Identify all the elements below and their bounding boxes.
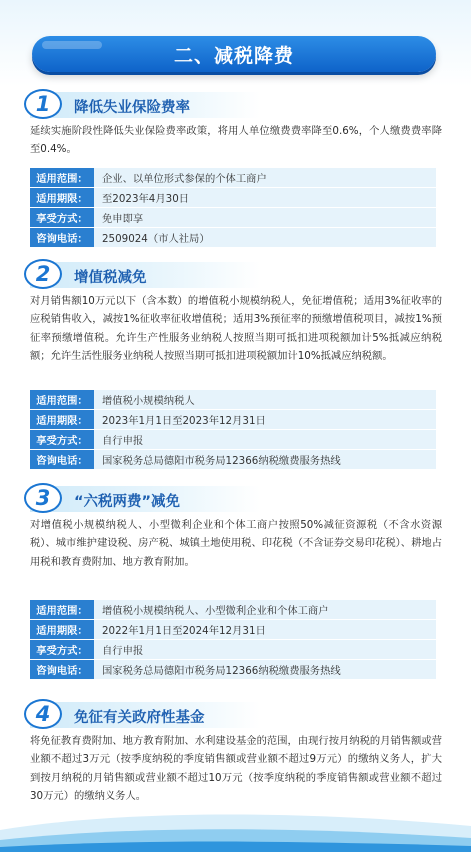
- section-title: 增值税减免: [74, 270, 147, 286]
- info-value: 至2023年4月30日: [102, 193, 190, 205]
- info-key: 咨询电话：: [30, 660, 94, 679]
- section-header: [30, 486, 260, 512]
- info-value: 国家税务总局德阳市税务局12366纳税缴费服务热线: [102, 455, 341, 467]
- info-key: 适用期限：: [30, 410, 94, 429]
- page-title: 二、减税降费: [173, 44, 294, 67]
- info-row-scope: [30, 600, 436, 619]
- info-row-method: [30, 640, 436, 659]
- section-body: 延续实施阶段性降低失业保险费率政策，将用人单位缴费费率降至0.6%，个人缴费费率降至0.4%。: [30, 125, 442, 156]
- info-row-scope: [30, 168, 436, 187]
- section-number: 1: [24, 89, 62, 119]
- info-key: 享受方式：: [30, 640, 94, 659]
- info-key: 咨询电话：: [30, 450, 94, 469]
- info-key: 适用范围：: [30, 168, 94, 187]
- info-value: 自行申报: [102, 645, 144, 657]
- bottom-wave-decoration: [0, 800, 471, 852]
- section-body: 对月销售额10万元以下（含本数）的增值税小规模纳税人，免征增值税；适用3%征收率的应税销售收入，减按1%征收率征收增值税；适用3%预征率的预缴增值税项目，减按1%预征率预缴增值税。允许生产性服务业纳税人按照当期可抵扣进项税额加计5%抵减应纳税额；允许生活性服务业纳税人按照当期可抵扣进项税额加计10%抵减应纳税额。: [30, 295, 442, 363]
- info-table: [30, 600, 436, 680]
- info-value: 增值税小规模纳税人: [102, 395, 195, 407]
- info-key: 适用范围：: [30, 390, 94, 409]
- info-key: 享受方式：: [30, 430, 94, 449]
- info-row-method: [30, 430, 436, 449]
- info-row-scope: [30, 390, 436, 409]
- info-row-phone: [30, 450, 436, 469]
- info-table: [30, 168, 436, 248]
- info-key: 咨询电话：: [30, 228, 94, 247]
- info-value: 免申即享: [102, 213, 144, 225]
- info-row-method: [30, 208, 436, 227]
- page-title-banner: [32, 36, 436, 72]
- info-row-period: [30, 410, 436, 429]
- section-header: [30, 702, 260, 728]
- section-title: 降低失业保险费率: [74, 100, 190, 116]
- section-body: 对增值税小规模纳税人、小型微利企业和个体工商户按照50%减征资源税（不含水资源税）、城市维护建设税、房产税、城镇土地使用税、印花税（不含证券交易印花税）、耕地占用税和教育费附加、地方教育附加。: [30, 519, 442, 568]
- info-value: 2022年1月1日至2024年12月31日: [102, 625, 266, 637]
- section-number: 4: [24, 699, 62, 729]
- info-row-period: [30, 620, 436, 639]
- section-body: 将免征教育费附加、地方教育附加、水利建设基金的范围，由现行按月纳税的月销售额或营业额不超过3万元（按季度纳税的季度销售额或营业额不超过9万元）的缴纳义务人，扩大到按月纳税的月销售额或营业额不超过10万元（按季度纳税的季度销售额或营业额不超过30万元）的缴纳义务人。: [30, 735, 442, 803]
- info-key: 适用期限：: [30, 188, 94, 207]
- section-header: [30, 92, 260, 118]
- section-title: “六税两费”减免: [74, 494, 181, 510]
- info-value: 自行申报: [102, 435, 144, 447]
- info-value: 2023年1月1日至2023年12月31日: [102, 415, 266, 427]
- info-value: 增值税小规模纳税人、小型微利企业和个体工商户: [102, 605, 329, 617]
- info-value: 企业、以单位形式参保的个体工商户: [102, 173, 267, 185]
- section-number: 2: [24, 259, 62, 289]
- section-number: 3: [24, 483, 62, 513]
- info-key: 适用范围：: [30, 600, 94, 619]
- info-table: [30, 390, 436, 470]
- section-title: 免征有关政府性基金: [74, 710, 205, 726]
- info-value: 2509024（市人社局）: [102, 233, 210, 245]
- info-key: 享受方式：: [30, 208, 94, 227]
- info-value: 国家税务总局德阳市税务局12366纳税缴费服务热线: [102, 665, 341, 677]
- info-row-phone: [30, 660, 436, 679]
- section-header: [30, 262, 260, 288]
- info-row-period: [30, 188, 436, 207]
- info-key: 适用期限：: [30, 620, 94, 639]
- info-row-phone: [30, 228, 436, 247]
